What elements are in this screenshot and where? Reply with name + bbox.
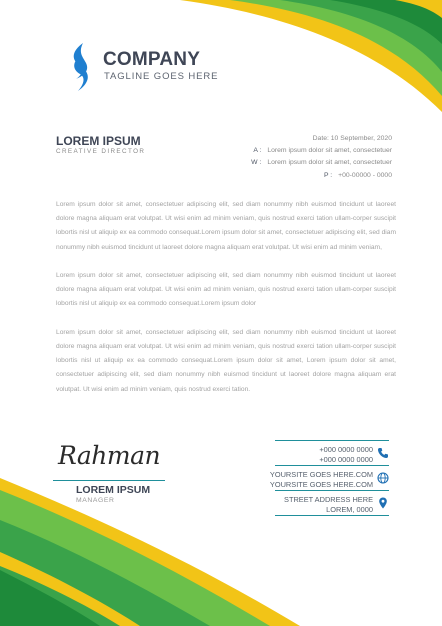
body-paragraph: Lorem ipsum dolor sit amet, consectetuer adipiscing elit, sed diam nonummy nibh euismod tincidunt ut laoreet dolore magna aliquam erat volutpat. Ut wisi enim ad minim veniam, quis nostrud exerci tation ullam-corper suscipit lobortis nisl ut aliquip ex ea commodo consequat.Lorem ipsum dolor [56,272,396,308]
sender-name: LOREM IPSUM [56,134,141,148]
letter-meta [251,133,392,182]
meta-phone-label: P : [323,171,333,179]
contact-divider [275,515,389,516]
contact-phone [275,441,389,465]
letter-body [56,198,396,411]
meta-address-label: A : [253,147,262,155]
meta-web: Lorem ipsum dolor sit amet, consectetuer [267,159,392,167]
body-paragraph: Lorem ipsum dolor sit amet, consectetuer adipiscing elit, sed diam nonummy nibh euismod tincidunt ut laoreet dolore magna aliquam erat volutpat. Ut wisi enim ad minim veniam, quis nostrud exerci tation ullam-corper suscipit lobortis nisl ut aliquip ex ea commodo consequat.Lorem ipsum dolor sit amet, Lorem ipsum dolor sit amet, consectetuer adipiscing elit, sed diam nonummy nibh euismod tincidunt ut laoreet dolore magna aliquam erat volutpat. Ut wisi enim ad minim veniam, quis nostrud exerci tation. [56,328,396,393]
meta-address: Lorem ipsum dolor sit amet, consectetuer [267,147,392,155]
company-name: COMPANY [103,49,201,70]
contact-address [275,491,389,515]
contact-phone-2: +000 0000 0000 [319,455,373,464]
meta-phone: +00-00000 - 0000 [338,171,392,179]
flame-s-logo-icon [70,43,94,91]
contact-web-1: YOURSITE GOES HERE.COM [269,470,373,479]
meta-phone-row [251,170,392,182]
contact-street: STREET ADDRESS HERE [284,495,373,504]
phone-icon [377,447,389,459]
meta-date: Date: 10 September, 2020 [312,135,392,142]
signatory-role: MANAGER [76,497,115,504]
sender-role: CREATIVE DIRECTOR [56,148,146,155]
handwritten-signature: Rahman [58,441,161,470]
contact-phone-1: +000 0000 0000 [319,445,373,454]
signature-line [53,480,165,481]
contact-block [269,440,389,516]
meta-web-row [251,157,392,169]
signatory-name: LOREM IPSUM [76,484,151,496]
body-paragraph: Lorem ipsum dolor sit amet, consectetuer adipiscing elit, sed diam nonummy nibh euismod tincidunt ut laoreet dolore magna aliquam erat volutpat. Ut wisi enim ad minim veniam, quis nostrud exerci tation ullam-corper suscipit lobortis nisl ut aliquip ex ea commodo consequat.Lorem ipsum dolor sit amet, consectetuer adipiscing elit, sed diam nonummy nibh euismod tincidunt ut laoreet dolore magna aliquam erat volutpat. Ut wisi enim ad minim veniam, [56,201,396,251]
company-tagline: TAGLINE GOES HERE [104,71,219,82]
meta-address-row [251,145,392,157]
globe-icon [377,472,389,484]
meta-web-label: W : [251,159,262,167]
contact-web-2: YOURSITE GOES HERE.COM [269,480,373,489]
location-pin-icon [377,497,389,509]
contact-web [269,466,389,490]
contact-city: LOREM, 0000 [326,505,373,514]
